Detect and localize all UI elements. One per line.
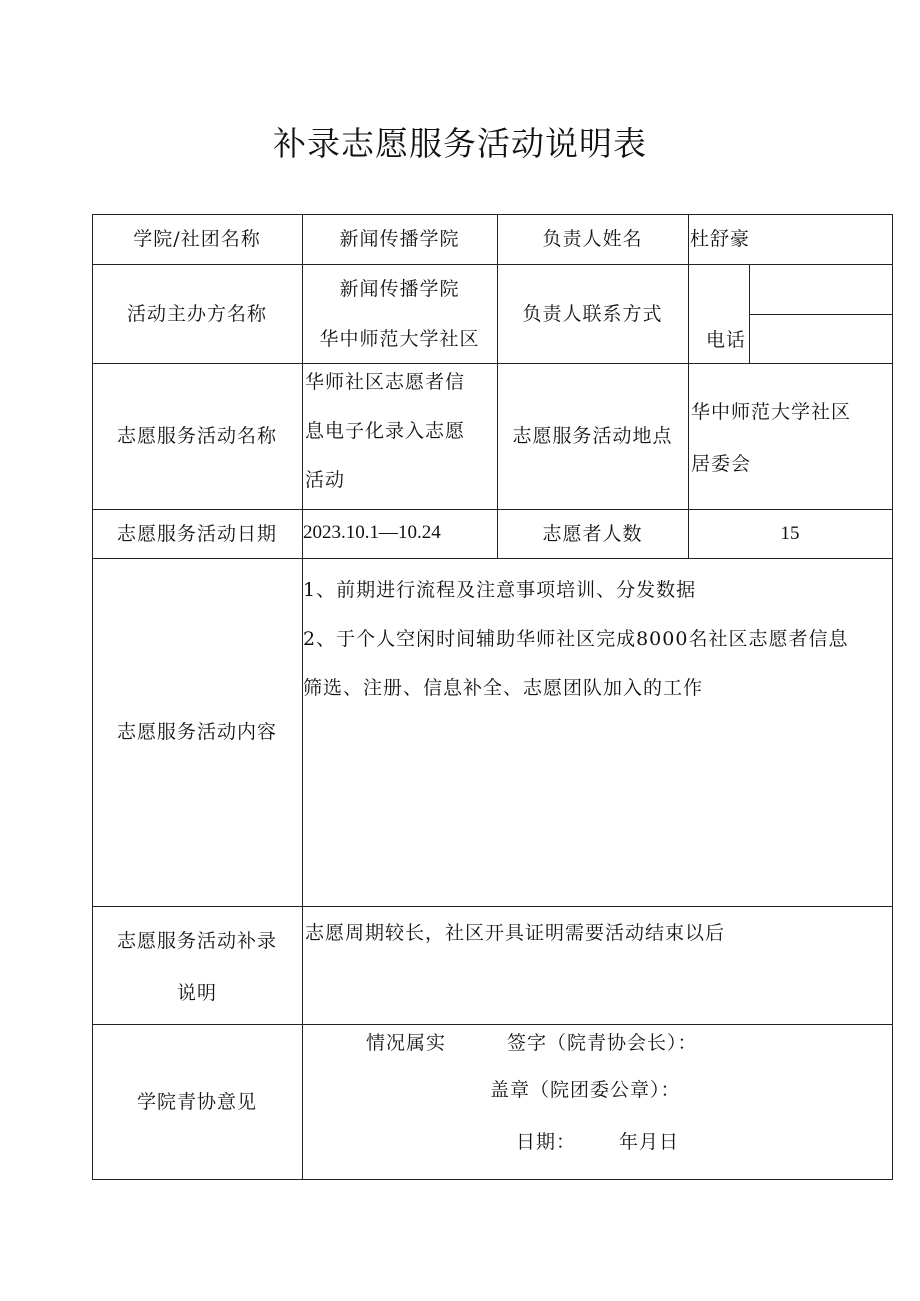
activity-date-value: 2023.10.1—10.24 xyxy=(303,522,441,543)
leader-contact-label: 负责人联系方式 xyxy=(522,302,663,325)
seal-label: 盖章（院团委公章）： xyxy=(490,1079,681,1101)
activity-name-line2: 息电子化录入志愿 xyxy=(305,420,466,442)
supplement-label-line2: 说明 xyxy=(176,982,217,1004)
supplement-label-line1: 志愿服务活动补录 xyxy=(116,930,277,952)
application-form-table xyxy=(92,214,893,1180)
activity-name-label: 志愿服务活动名称 xyxy=(116,425,277,447)
activity-location-line1: 华中师范大学社区 xyxy=(691,401,852,423)
activity-name-line3: 活动 xyxy=(305,469,346,491)
volunteer-count-label: 志愿者人数 xyxy=(542,522,643,545)
organizer-value-line2: 华中师范大学社区 xyxy=(319,328,480,350)
organizer-label: 活动主办方名称 xyxy=(126,302,267,325)
leader-name-label: 负责人姓名 xyxy=(542,228,643,250)
activity-date-label: 志愿服务活动日期 xyxy=(116,522,277,545)
phone-cell-divider xyxy=(749,314,893,315)
activity-content-line3: 筛选、注册、信息补全、志愿团队加入的工作 xyxy=(303,677,704,699)
college-value: 新闻传播学院 xyxy=(339,228,460,250)
activity-content-line1: 1、前期进行流程及注意事项培训、分发数据 xyxy=(303,579,697,601)
verified-text: 情况属实 xyxy=(366,1032,447,1054)
activity-location-line2: 居委会 xyxy=(691,453,752,475)
date-label: 日期： xyxy=(516,1131,577,1153)
college-label: 学院/社团名称 xyxy=(133,228,261,250)
date-value: 年月日 xyxy=(619,1131,680,1153)
activity-name-line1: 华师社区志愿者信 xyxy=(305,371,466,393)
activity-content-line2: 2、于个人空闲时间辅助华师社区完成8000名社区志愿者信息 xyxy=(303,628,849,650)
leader-name-value: 杜舒豪 xyxy=(690,228,751,250)
activity-location-label: 志愿服务活动地点 xyxy=(512,425,673,447)
page-title: 补录志愿服务活动说明表 xyxy=(273,124,647,163)
column-divider xyxy=(688,214,689,558)
table-border-bottom xyxy=(92,1179,893,1180)
phone-label: 电话 xyxy=(706,329,747,351)
activity-content-label: 志愿服务活动内容 xyxy=(116,721,277,743)
organizer-value-line1: 新闻传播学院 xyxy=(339,278,460,300)
supplement-value: 志愿周期较长，社区开具证明需要活动结束以后 xyxy=(305,922,726,944)
college-opinion-label: 学院青协意见 xyxy=(136,1090,257,1113)
table-border-right xyxy=(892,214,893,1180)
volunteer-count-value: 15 xyxy=(780,522,800,544)
row-divider xyxy=(92,906,893,907)
signature-label: 签字（院青协会长）： xyxy=(507,1032,698,1054)
